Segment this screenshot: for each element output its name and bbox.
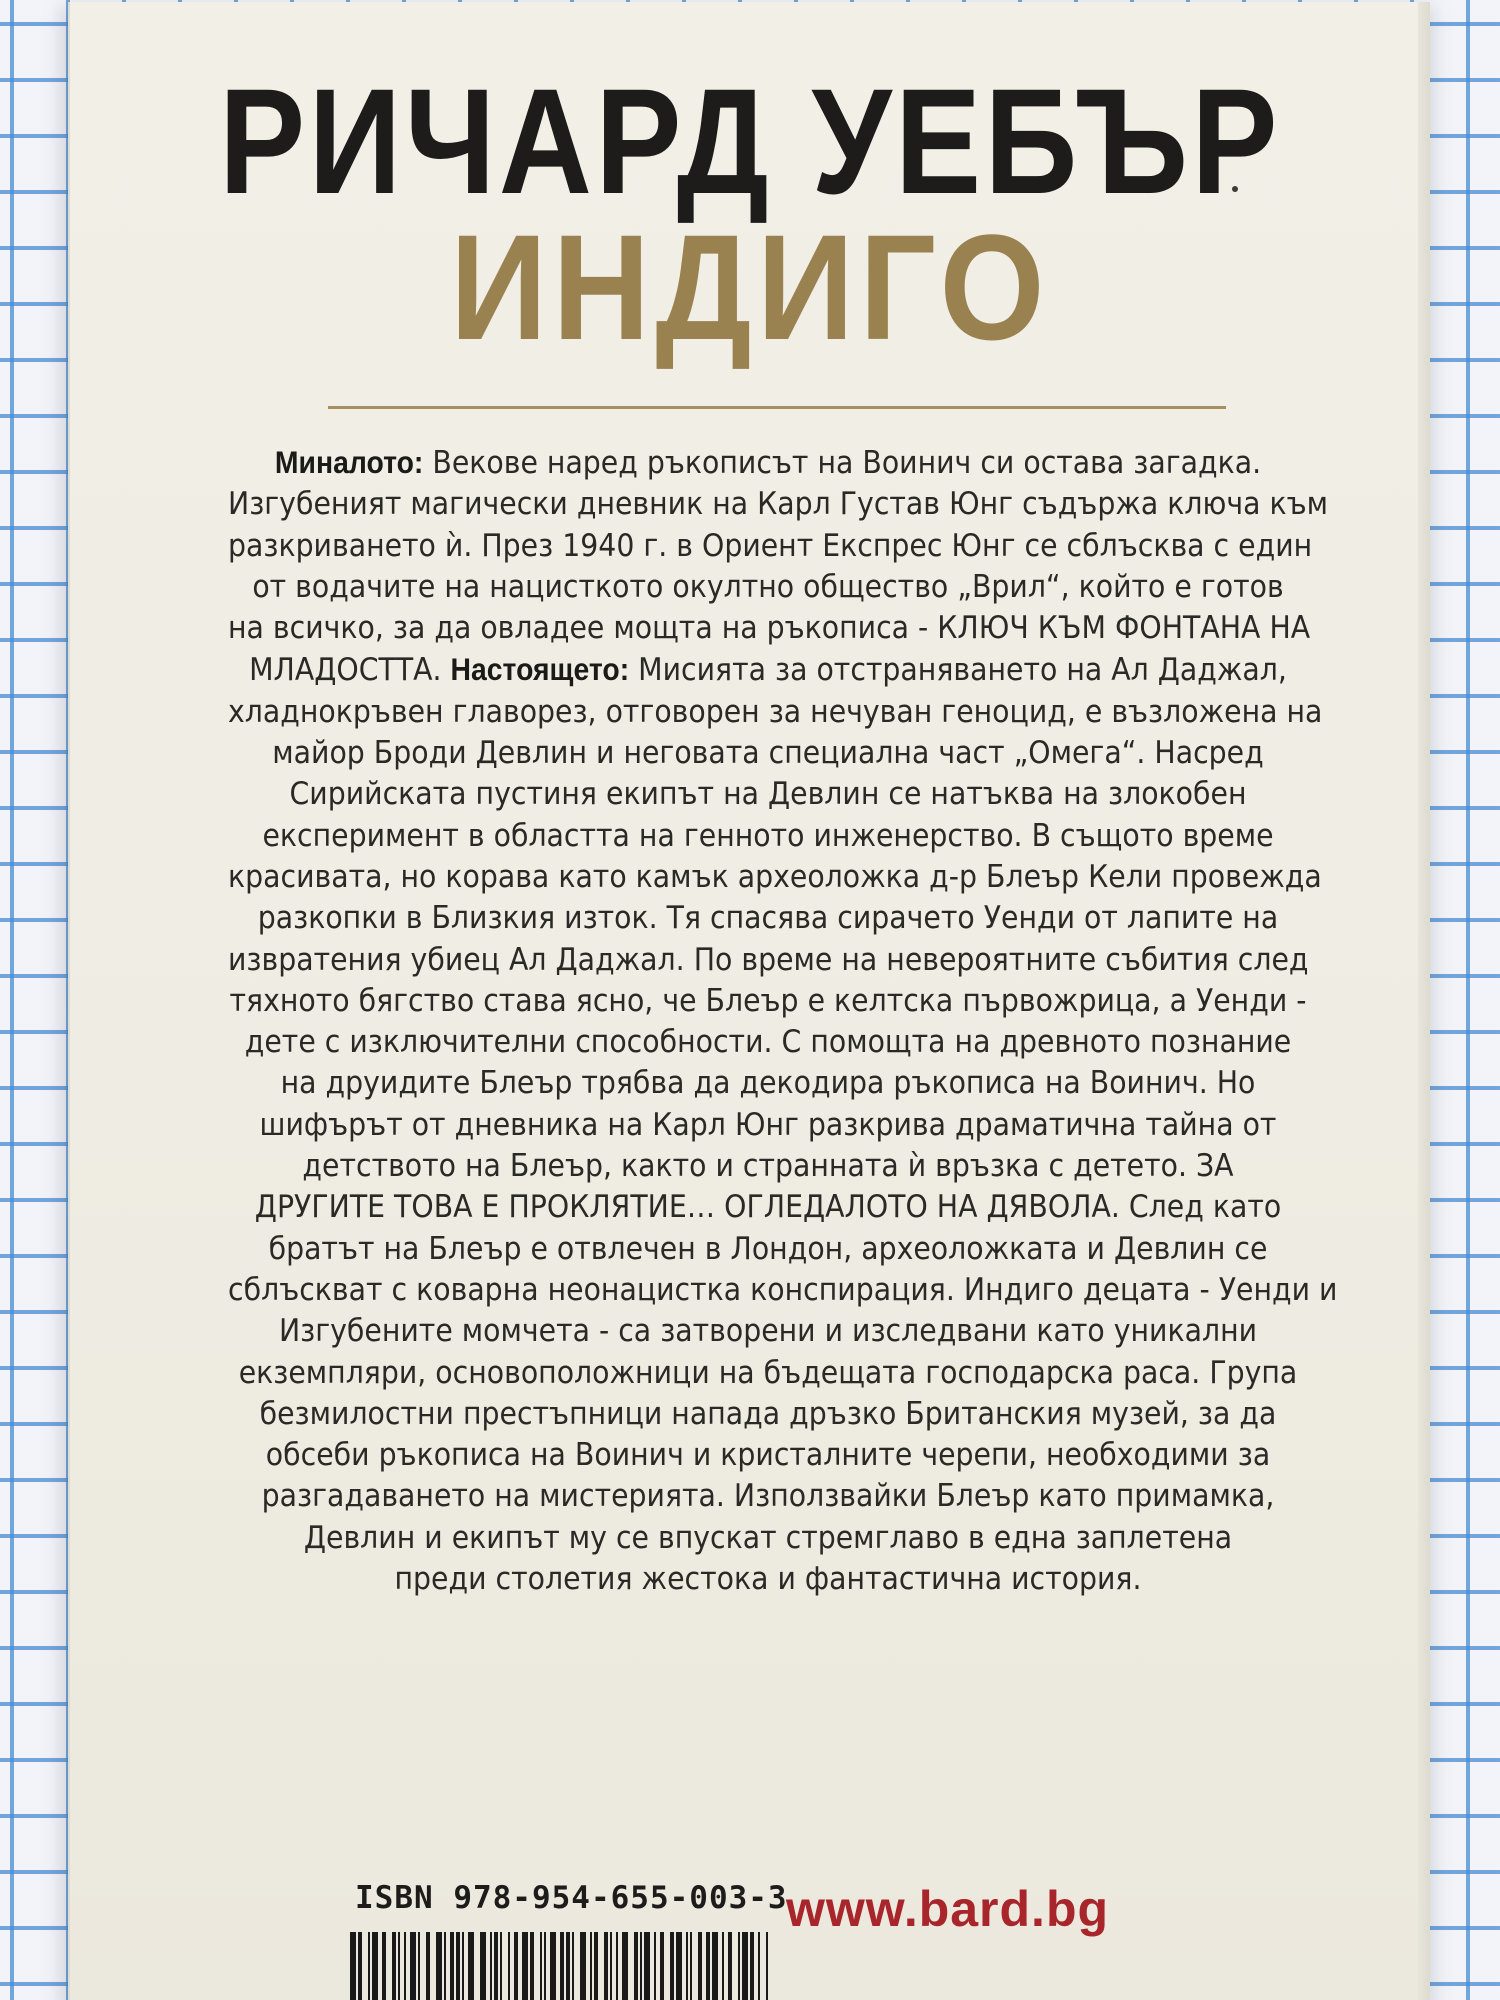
barcode-bar [544, 1932, 546, 2000]
description-line [228, 1353, 1308, 1394]
barcode-bar [742, 1932, 748, 2000]
barcode-bar [660, 1932, 664, 2000]
description-line [228, 1394, 1308, 1435]
description-text: майор Броди Девлин и неговата специална част „Омега“. Насред [272, 735, 1264, 772]
description-text: на друидите Блеър трябва да декодира ръкописа на Воинич. Но [280, 1065, 1256, 1102]
barcode-bar [530, 1932, 534, 2000]
barcode-bar [572, 1932, 574, 2000]
barcode-bar [622, 1932, 628, 2000]
description-line [228, 1476, 1308, 1517]
description-line [228, 1022, 1308, 1063]
description-text: екземпляри, основоположници на бъдещата господарска раса. Група [238, 1354, 1298, 1391]
description-text: ДРУГИТЕ ТОВА Е ПРОКЛЯТИЕ… ОГЛЕДАЛОТО НА ДЯВОЛА. След като [254, 1189, 1282, 1226]
description-line [228, 774, 1308, 815]
description-line [228, 692, 1323, 733]
description-text: тяхното бягство става ясно, че Блеър е келтска първожрица, а Уенди - [229, 982, 1307, 1019]
barcode-bar [738, 1932, 740, 2000]
description-text: преди столетия жестока и фантастична история. [394, 1561, 1142, 1598]
description-line [228, 940, 1308, 981]
barcode-bar [766, 1932, 768, 2000]
barcode-bar [580, 1932, 586, 2000]
description-text: МЛАДОСТТА. [249, 652, 451, 689]
description-line [228, 857, 1322, 898]
barcode-bar [508, 1932, 510, 2000]
description-text: Изгубените момчета - са затворени и изследвани като уникални [278, 1313, 1258, 1350]
publisher-website: www.bard.bg [786, 1881, 1110, 1937]
barcode-bar [404, 1932, 406, 2000]
description-text: разкриването ѝ. През 1940 г. в Ориент Експрес Юнг се сблъсква с един [228, 527, 1313, 564]
barcode-bar [590, 1932, 592, 2000]
description-text: безмилостни престъпници напада дръзко Британския музей, за да [259, 1395, 1277, 1432]
description-text: на всичко, за да овладее мощта на ръкописа - КЛЮЧ КЪМ ФОНТАНА НА [228, 610, 1311, 647]
description-text: братът на Блеър е отвлечен в Лондон, археоложката и Девлин се [268, 1230, 1268, 1267]
barcode-bar [522, 1932, 528, 2000]
description-line [228, 1270, 1338, 1311]
barcode-bar [418, 1932, 420, 2000]
description-line [228, 733, 1308, 774]
barcode-bar [372, 1932, 378, 2000]
barcode-bar [670, 1932, 674, 2000]
description-text: Мисията за отстраняването на Ал Даджал, [629, 652, 1287, 689]
barcode-bar [500, 1932, 502, 2000]
description-line [228, 1063, 1308, 1104]
description-line [228, 442, 1308, 484]
description-line [228, 1187, 1308, 1228]
section-label: Миналото: [274, 444, 424, 480]
description-text: Сирийската пустиня екипът на Девлин се натъква на злокобен [289, 776, 1247, 813]
description-line [228, 1559, 1308, 1600]
description-line [228, 649, 1308, 691]
isbn-number: ISBN 978-954-655-003-3 [355, 1880, 788, 1916]
description-text: от водачите на нацисткото окултно общество „Врил“, който е готов [252, 568, 1284, 605]
section-label: Настоящето: [450, 651, 630, 688]
barcode-bar [610, 1932, 612, 2000]
barcode-bar [392, 1932, 396, 2000]
barcode-bar [604, 1932, 608, 2000]
barcode-bar [468, 1932, 474, 2000]
description-line [228, 898, 1308, 939]
barcode-bar [686, 1932, 688, 2000]
barcode-bar [494, 1932, 498, 2000]
book-back-cover [68, 2, 1430, 2000]
barcode-bar [644, 1932, 650, 2000]
description-line [228, 1105, 1308, 1146]
barcode-bar [450, 1932, 454, 2000]
barcode-bar [722, 1932, 724, 2000]
barcode-bar [750, 1932, 754, 2000]
description-text: извратения убиец Ал Даджал. По време на невероятните събития след [228, 941, 1309, 978]
barcode-bar [712, 1932, 718, 2000]
description-text: дете с изключителни способности. С помощта на древното познание [244, 1024, 1292, 1061]
barcode-bar [550, 1932, 556, 2000]
book-description [228, 442, 1338, 1600]
barcode-bar [540, 1932, 542, 2000]
description-line [228, 1518, 1308, 1559]
barcode-bar [456, 1932, 460, 2000]
description-text: Векове наред ръкописът на Воинич си остава загадка. [423, 445, 1262, 481]
barcode-bar [698, 1932, 702, 2000]
barcode-bar [462, 1932, 464, 2000]
barcode-bar [690, 1932, 692, 2000]
barcode-bar [594, 1932, 598, 2000]
barcode-bar [358, 1932, 362, 2000]
barcode [350, 1932, 768, 2000]
title-divider [328, 406, 1226, 409]
barcode-bar [640, 1932, 642, 2000]
description-line [228, 981, 1308, 1022]
barcode-bar [410, 1932, 416, 2000]
barcode-bar [560, 1932, 564, 2000]
description-text: разкопки в Близкия изток. Тя спасява сирачето Уенди от лапите на [257, 900, 1279, 937]
description-text: обсеби ръкописа на Воинич и кристалните черепи, необходими за [265, 1437, 1271, 1474]
barcode-bar [436, 1932, 442, 2000]
description-text: детството на Блеър, както и странната ѝ връзка с детето. ЗА [302, 1148, 1234, 1185]
description-text: хладнокръвен главорез, отговорен за нечуван геноцид, е възложена на [228, 693, 1323, 730]
barcode-bar [566, 1932, 570, 2000]
description-line [228, 816, 1308, 857]
barcode-bar [350, 1932, 356, 2000]
description-text: сблъскват с коварна неонацистка конспирация. Индиго децата - Уенди и [228, 1271, 1338, 1308]
barcode-bar [616, 1932, 618, 2000]
barcode-bar [728, 1932, 732, 2000]
barcode-bar [676, 1932, 682, 2000]
description-text: експеримент в областта на генното инженерство. В същото време [262, 817, 1274, 854]
description-text: Изгубеният магически дневник на Карл Густав Юнг съдържа ключа към [228, 486, 1329, 523]
description-line [228, 1146, 1308, 1187]
description-line [228, 608, 1311, 649]
barcode-bar [398, 1932, 400, 2000]
barcode-bar [634, 1932, 638, 2000]
description-line [228, 484, 1329, 525]
barcode-bar [490, 1932, 492, 2000]
barcode-bar [758, 1932, 760, 2000]
barcode-bar [382, 1932, 386, 2000]
book-title: ИНДИГО [450, 203, 1050, 371]
description-text: шифърът от дневника на Карл Юнг разкрива драматична тайна от [259, 1106, 1277, 1143]
barcode-bar [654, 1932, 656, 2000]
barcode-bar [706, 1932, 710, 2000]
description-line [228, 1229, 1308, 1270]
book-edge [1418, 2, 1430, 2000]
description-text: Девлин и екипът му се впускат стремглаво в една заплетена [303, 1519, 1233, 1556]
barcode-bar [444, 1932, 446, 2000]
description-line [228, 1311, 1308, 1352]
barcode-bar [514, 1932, 518, 2000]
barcode-bar [426, 1932, 430, 2000]
author-name: РИЧАРД УЕБЪР [219, 57, 1281, 225]
barcode-bar [480, 1932, 486, 2000]
description-line [228, 567, 1308, 608]
description-text: разгадаването на мистерията. Използвайки Блеър като примамка, [261, 1478, 1275, 1515]
description-text: красивата, но корава като камък археоложка д-р Блеър Кели провежда [228, 858, 1322, 895]
barcode-bar [368, 1932, 370, 2000]
description-line [228, 526, 1313, 567]
description-line [228, 1435, 1308, 1476]
